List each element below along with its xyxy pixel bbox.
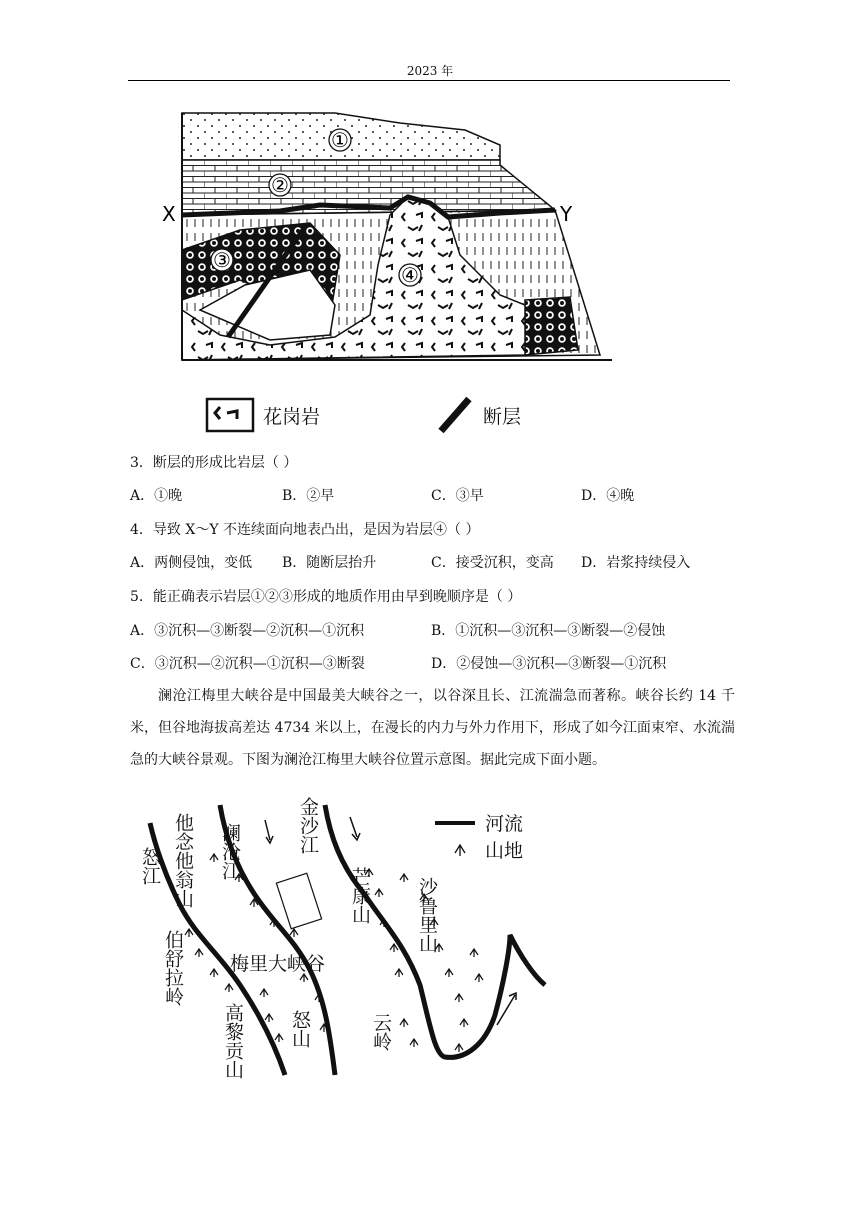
page-header-year: 2023 年 <box>406 64 454 78</box>
geologic-cross-section <box>160 105 630 370</box>
label-lancang-river: 澜沧江 <box>219 823 241 880</box>
label-jinsha-river: 金沙江 <box>297 797 319 854</box>
layer-4-label: ④ <box>401 263 419 287</box>
reading-passage <box>130 680 735 776</box>
question-4-stem: 4．导致 X～Y 不连续面向地表凸出，是因为岩层④（ ） <box>130 522 480 538</box>
legend-river-label: 河流 <box>485 813 524 835</box>
label-shalu-mountain: 沙鲁里山 <box>416 877 438 953</box>
question-4-option-d[interactable]: D．岩浆持续侵入 <box>581 555 691 571</box>
x-marker-label: X <box>162 202 176 226</box>
question-5-stem: 5．能正确表示岩层①②③形成的地质作用由早到晚顺序是（ ） <box>130 589 522 605</box>
legend-fault-label: 断层 <box>483 405 522 428</box>
label-mangkang-mountain: 芒康山 <box>349 867 371 924</box>
layer-2-label: ② <box>271 173 289 197</box>
legend-fault <box>435 393 521 437</box>
question-5-option-a[interactable]: A．③沉积—③断裂—②沉积—①沉积 <box>130 623 365 639</box>
question-5-option-d[interactable]: D．②侵蚀—③沉积—③断裂—①沉积 <box>431 656 667 672</box>
question-4-option-c[interactable]: C．接受沉积，变高 <box>431 555 554 571</box>
label-tanian-mountain: 他念他翁山 <box>172 813 194 908</box>
question-4-option-b[interactable]: B．随断层抬升 <box>282 555 377 571</box>
layer-1-label: ① <box>331 128 349 152</box>
y-marker-label: Y <box>560 202 573 226</box>
legend-granite-label: 花岗岩 <box>263 405 321 428</box>
question-3-option-b[interactable]: B．②早 <box>282 488 335 504</box>
figure1-legend <box>205 393 585 437</box>
label-yunling-mountain: 云岭 <box>370 1013 392 1051</box>
label-nujiang-river: 怒江 <box>139 847 161 885</box>
header-divider <box>128 80 730 81</box>
legend-mountain-label: 山地 <box>485 840 524 862</box>
mountain-symbol-icon <box>455 845 465 856</box>
question-5-option-c[interactable]: C．③沉积—②沉积—①沉积—③断裂 <box>130 656 365 672</box>
question-3-option-c[interactable]: C．③早 <box>431 488 484 504</box>
fault-symbol-icon <box>435 395 475 435</box>
granite-symbol-icon <box>205 397 255 433</box>
question-4-option-a[interactable]: A．两侧侵蚀，变低 <box>130 555 253 571</box>
label-boshu-mountain: 伯舒拉岭 <box>162 930 184 1006</box>
layer-3-label: ③ <box>213 248 231 272</box>
question-3-option-d[interactable]: D．④晚 <box>581 488 635 504</box>
question-3-stem: 3．断层的形成比岩层（ ） <box>130 455 298 471</box>
label-gaoli-mountain: 高黎贡山 <box>222 1003 244 1079</box>
label-meili-canyon: 梅里大峡谷 <box>230 953 326 975</box>
question-3-option-a[interactable]: A．①晚 <box>130 488 183 504</box>
passage-text: 澜沧江梅里大峡谷是中国最美大峡谷之一，以谷深且长、江流湍急而著称。峡谷长约 14 千米，但谷地海拔高差达 4734 米以上，在漫长的内力与外力作用下，形成了如今江面束窄、水流湍急的大峡谷景观。下图为澜沧江梅里大峡谷位置示意图。据此完成下面小题。 <box>130 688 735 768</box>
meili-canyon-location-map <box>125 785 565 1085</box>
question-5-option-b[interactable]: B．①沉积—③沉积—③断裂—②侵蚀 <box>431 623 666 639</box>
legend-granite <box>205 393 320 437</box>
label-nushan-mountain: 怒山 <box>289 1010 311 1048</box>
